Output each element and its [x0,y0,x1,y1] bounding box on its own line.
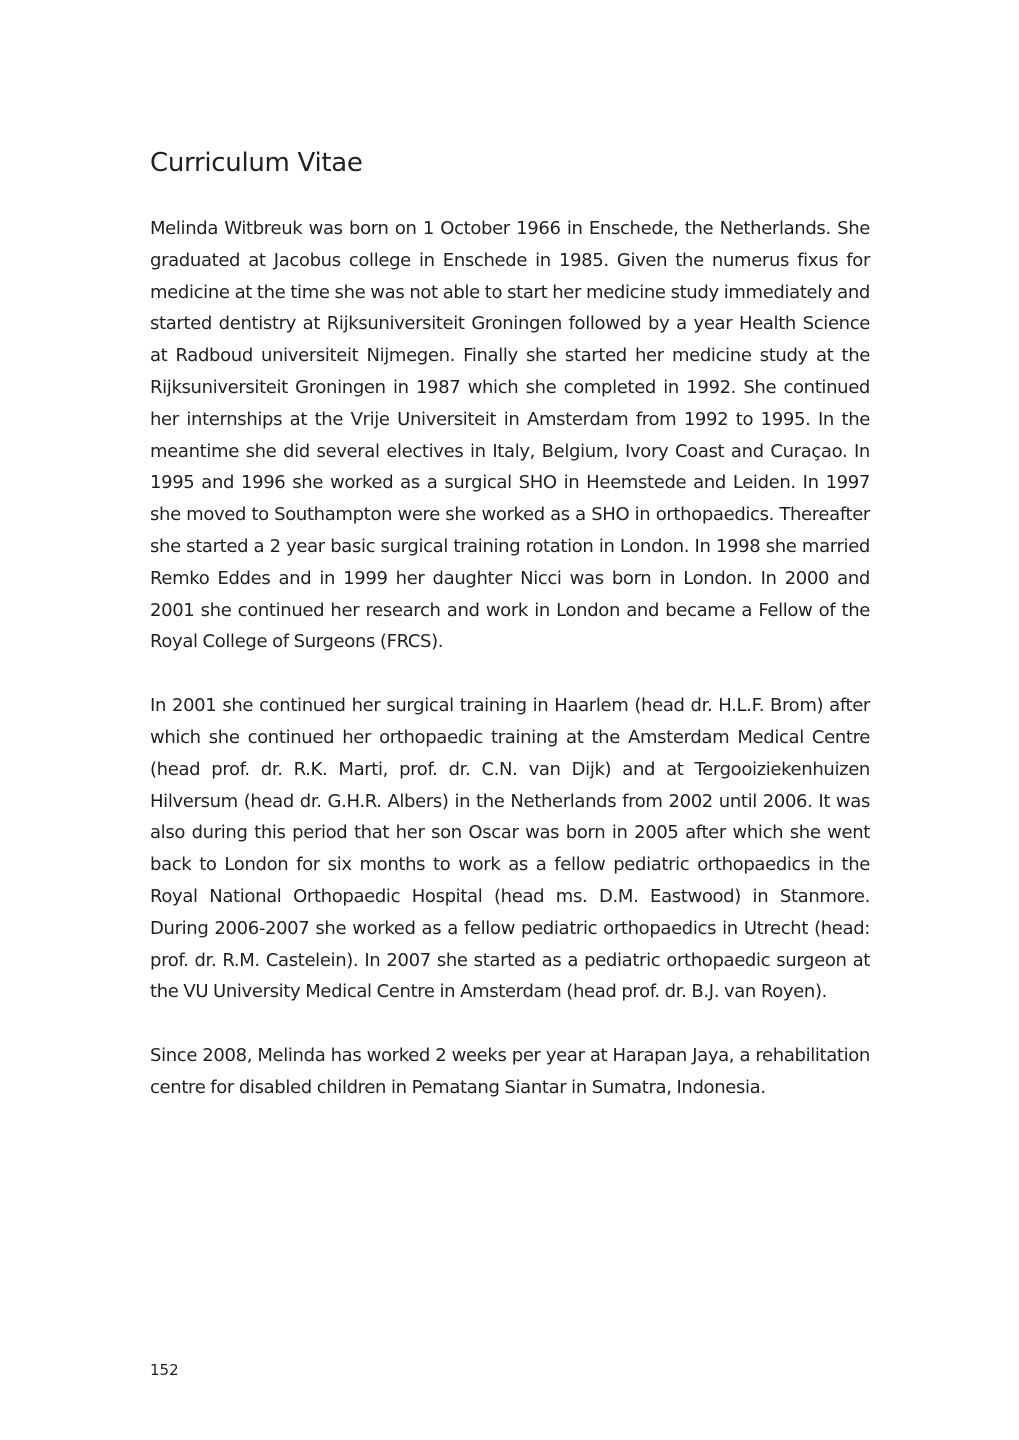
page-title: Curriculum Vitae [150,148,363,178]
paragraph-education-career: Melinda Witbreuk was born on 1 October 1966 in Enschede, the Netherlands. She graduated at Jacobus college in Enschede in 1985. Given the numerus fixus for medicine at the time she was not able to start her medicine study immediately and started dentistry at Rijksuniversiteit Groningen followed by a year Health Science at Radboud universiteit Nijmegen. Finally she started her medicine study at the Rijksuniversiteit Groningen in 1987 which she completed in 1992. She continued her internships at the Vrije Universiteit in Amsterdam from 1992 to 1995. In the meantime she did several electives in Italy, Belgium, Ivory Coast and Curaçao. In 1995 and 1996 she worked as a surgical SHO in Heemstede and Leiden. In 1997 she moved to Southampton were she worked as a SHO in orthopaedics. Thereafter she started a 2 year basic surgical training rotation in London. In 1998 she married Remko Eddes and in 1999 her daughter Nicci was born in London. In 2000 and 2001 she continued her research and work in London and became a Fellow of the Royal College of Surgeons (FRCS). [150,218,870,653]
paragraph-surgical-training: In 2001 she continued her surgical training in Haarlem (head dr. H.L.F. Brom) after which she continued her orthopaedic training at the Amsterdam Medical Centre (head prof. dr. R.K. Marti, prof. dr. C.N. van Dijk) and at Tergooiziekenhuizen Hilversum (head dr. G.H.R. Albers) in the Netherlands from 2002 until 2006. It was also during this period that her son Oscar was born in 2005 after which she went back to London for six months to work as a fellow pediatric orthopaedics in the Royal National Orthopaedic Hospital (head ms. D.M. Eastwood) in Stanmore. During 2006-2007 she worked as a fellow pediatric orthopaedics in Utrecht (head: prof. dr. R.M. Castelein). In 2007 she started as a pediatric orthopaedic surgeon at the VU University Medical Centre in Amsterdam (head prof. dr. B.J. van Royen). [150,695,870,1003]
paragraph-harapan-jaya: Since 2008, Melinda has worked 2 weeks per year at Harapan Jaya, a rehabilitation centre for disabled children in Pematang Siantar in Sumatra, Indonesia. [150,1045,870,1098]
body-text [150,213,870,1136]
page-number: 152 [150,1361,179,1379]
